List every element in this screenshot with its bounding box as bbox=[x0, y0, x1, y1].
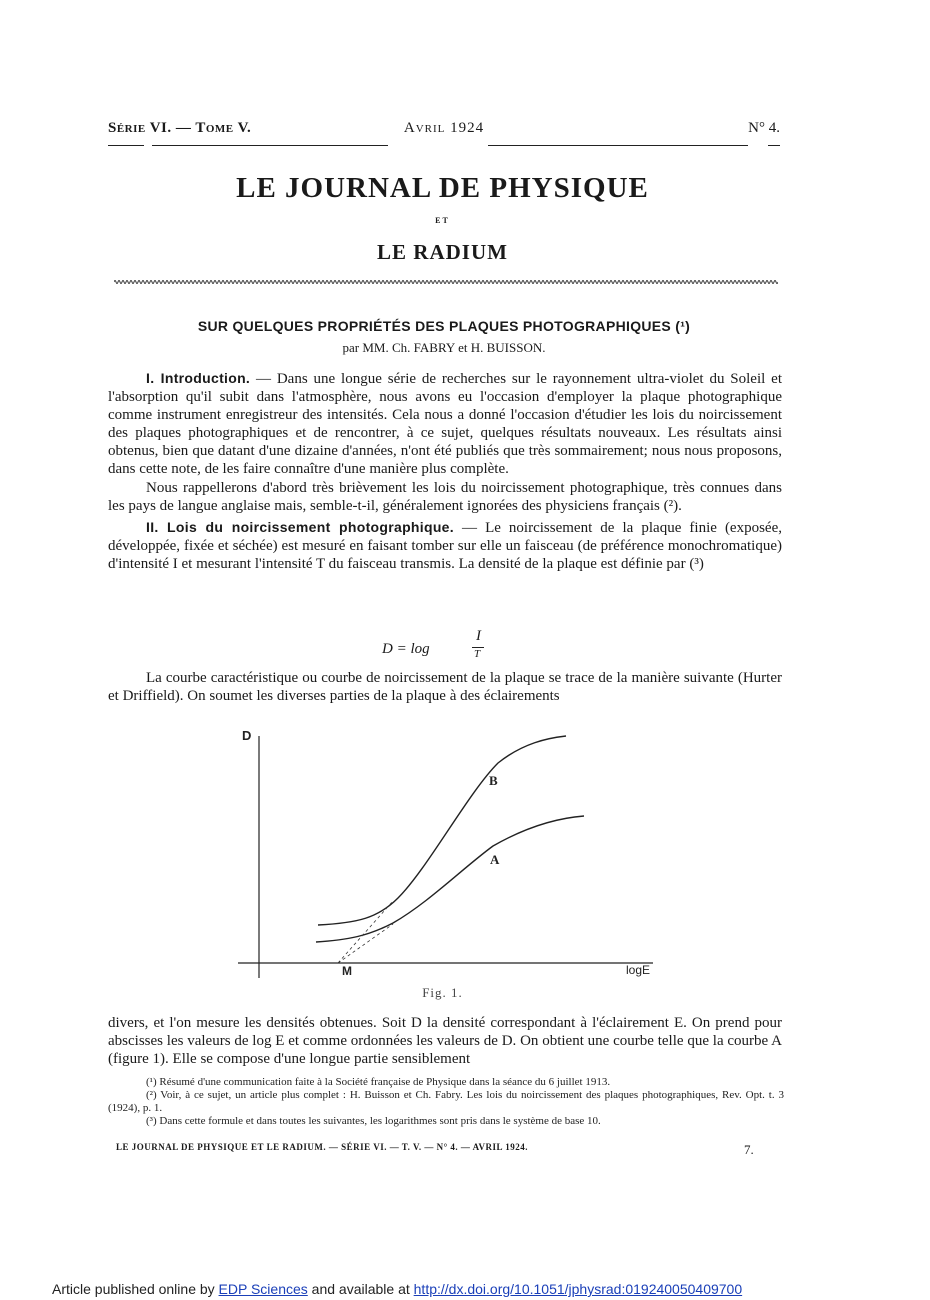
footnote-3: (³) Dans cette formule et dans toutes les suivantes, les logarithmes sont pris dans le système de base 10. bbox=[146, 1115, 601, 1127]
body-block-3 bbox=[108, 1014, 782, 1068]
series-volume: Série VI. — Tome V. bbox=[108, 120, 252, 136]
section-heading-laws: II. Lois du noircissement photographique. bbox=[146, 518, 454, 535]
tangent-b bbox=[338, 901, 393, 963]
footnotes bbox=[108, 1076, 784, 1128]
paragraph-2: Nous rappellerons d'abord très brièvement les lois du noircissement photographique, très connues dans les pays de langue anglaise mais, semble-t-il, généralement ignorées des physiciens français (²). bbox=[108, 479, 782, 514]
paragraph-5: divers, et l'on mesure les densités obtenues. Soit D la densité correspondant à l'éclairement E. On prend pour abscisses les valeurs de log E et comme ordonnées les valeurs de D. On obtient une courbe telle que la courbe A (figure 1). Elle se compose d'une longue partie sensiblement bbox=[108, 1015, 782, 1068]
tangent-a bbox=[338, 924, 393, 963]
publication-notice bbox=[52, 1281, 742, 1297]
running-header bbox=[108, 120, 780, 142]
body-block-1 bbox=[108, 369, 782, 573]
page-number: 7. bbox=[744, 1142, 754, 1157]
origin-label-m: M bbox=[342, 964, 352, 978]
journal-conjunction: ET bbox=[435, 216, 450, 225]
footnote-2: (²) Voir, à ce sujet, un article plus complet : H. Buisson et Ch. Fabry. Les lois du noircissement des plaques photographiques, Rev. Opt. t. 3 (1924), p. 1. bbox=[108, 1089, 784, 1114]
page-footer: LE JOURNAL DE PHYSIQUE ET LE RADIUM. — SÉRIE VI. — T. V. — N° 4. — AVRIL 1924. bbox=[116, 1142, 529, 1152]
y-axis-label: D bbox=[242, 728, 252, 743]
journal-subtitle: LE RADIUM bbox=[377, 240, 508, 264]
curve-b-label: B bbox=[489, 773, 498, 788]
article-authors: par MM. Ch. FABRY et H. BUISSON. bbox=[342, 340, 546, 355]
x-axis-label: logE bbox=[626, 963, 651, 977]
doi-link[interactable]: http://dx.doi.org/10.1051/jphysrad:019240050409700 bbox=[413, 1281, 743, 1297]
wavy-divider bbox=[114, 278, 778, 286]
journal-title: LE JOURNAL DE PHYSIQUE bbox=[236, 172, 649, 204]
figure-caption: Fig. 1. bbox=[422, 985, 463, 1000]
article-title: SUR QUELQUES PROPRIÉTÉS DES PLAQUES PHOTOGRAPHIQUES (¹) bbox=[197, 318, 691, 334]
header-rule bbox=[108, 145, 780, 146]
publisher-link[interactable]: EDP Sciences bbox=[218, 1281, 308, 1297]
section-heading-intro: I. Introduction. bbox=[146, 370, 251, 386]
curve-a-label: A bbox=[490, 852, 500, 867]
formula-denominator: T bbox=[474, 648, 481, 660]
density-formula bbox=[370, 628, 520, 668]
notice-prefix: Article published online by bbox=[52, 1281, 219, 1297]
curve-b bbox=[318, 736, 566, 925]
intro-text: — Dans une longue série de recherches sur le rayonnement ultra-violet du Soleil et l'absorption qu'il subit dans l'atmosphère, nous avons eu l'occasion d'employer la plaque photographique comme instrument enregistreur des intensités. Cela nous a donné l'occasion d'étudier les lois du noircissement des plaques photographiques et de rencontrer, à ce sujet, quelques résultats nouveaux. Les résultats ainsi obtenus, bien que datant d'une dizaine d'années, n'ont été publiés que très sommairement; nous nous proposons, dans cette note, de les faire connaître d'une manière plus complète. bbox=[108, 371, 782, 478]
footnote-1: (¹) Résumé d'une communication faite à la Société française de Physique dans la séance du 6 juillet 1913. bbox=[146, 1076, 611, 1088]
section-2-text: — Le noircissement de la plaque finie (exposée, développée, fixée et séchée) est mesuré en faisant tomber sur elle un faisceau (de préférence monochromatique) d'intensité I et mesurant l'intensité T du faisceau transmis. La densité de la plaque est définie par (³) bbox=[108, 519, 782, 572]
issue-number: N° 4. bbox=[748, 120, 780, 136]
body-block-2 bbox=[108, 669, 782, 705]
curve-a bbox=[316, 816, 584, 942]
paragraph-4: La courbe caractéristique ou courbe de noircissement de la plaque se trace de la manière suivante (Hurter et Driffield). On soumet les diverses parties de la plaque à des éclairements bbox=[108, 670, 782, 705]
formula-lhs: D = log bbox=[382, 641, 430, 657]
figure-1-characteristic-curves bbox=[228, 718, 668, 1008]
formula-numerator: I bbox=[476, 628, 481, 644]
intro-paragraph bbox=[108, 369, 782, 479]
section-2-paragraph bbox=[108, 518, 782, 573]
issue-date: Avril 1924 bbox=[403, 120, 485, 136]
notice-middle: and available at bbox=[307, 1281, 414, 1297]
